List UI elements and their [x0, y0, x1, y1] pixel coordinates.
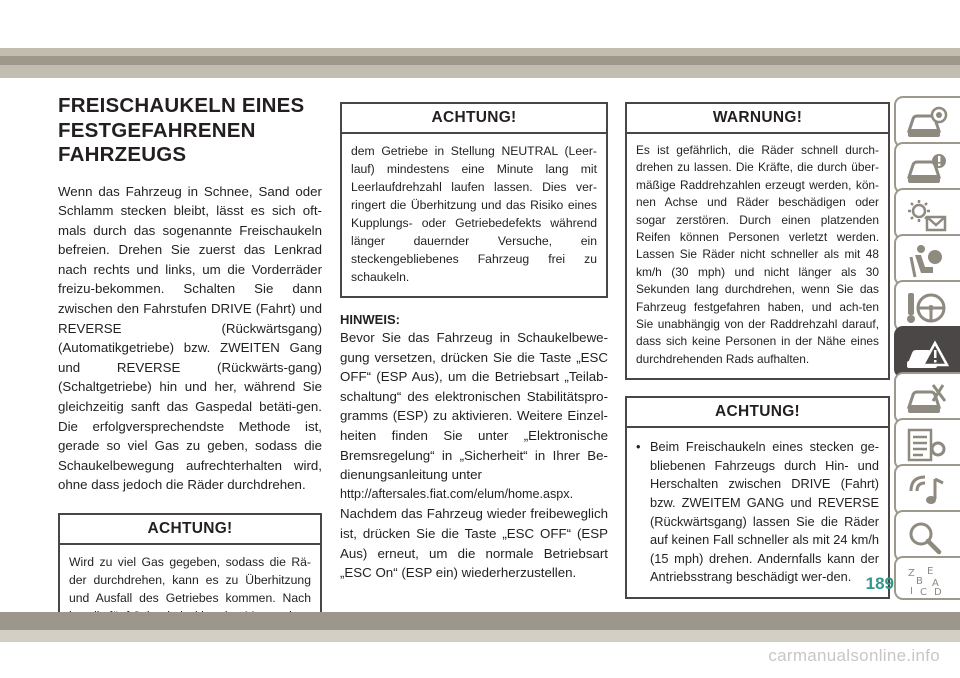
svg-text:A: A — [932, 578, 939, 589]
note-label: HINWEIS: — [340, 312, 400, 327]
manual-url-link[interactable]: http://aftersales.fiat.com/elum/home.aspx. — [340, 486, 574, 501]
side-tab-technical-specs[interactable] — [894, 418, 960, 470]
intro-paragraph: Wenn das Fahrzeug in Schnee, Sand oder Schlamm stecken bleibt, lässt es sich oft-mals durch das sogenannte Freischaukeln befreien. Drehen Sie zuerst das Lenkrad nach rechts und links, um die Vorderräder freizu-bekommen. Schalten Sie dann zwischen den Fahrstufen DRIVE (Fahrt) und REVERSE (Rückwärtsgang) (Automatikgetriebe) bzw. ZWEITEN Gang und REVERSE (Rückwärts-gang) (Schaltgetriebe) hin und her, während Sie gleichzeitig sanft das Gaspedal betäti-gen. Die erfolgversprechendste Methode ist, gerade so viel Gas zu geben, sodass die Schaukelbewegung aufrechterhalten wird, ohne dass jedoch die Räder durchdrehen. — [58, 183, 322, 493]
side-tab-starting-driving[interactable] — [894, 280, 960, 332]
side-tab-servicing[interactable] — [894, 372, 960, 424]
caution-bullet-item — [636, 438, 879, 587]
side-tab-car-info[interactable] — [894, 96, 960, 148]
note-text-continued: Nachdem das Fahrzeug wieder freibeweglich ist, drücken Sie die Taste „ESC OFF“ (ESP Aus) erneut, um die normale Betriebsart „ESC On“ (ESP ein) wiederherzustellen. — [340, 506, 608, 581]
caution-box-2-title: ACHTUNG! — [627, 398, 888, 428]
caution-box-continued-title: ACHTUNG! — [342, 104, 606, 134]
watermark: carmanualsonline.info — [768, 646, 940, 665]
side-tab-search[interactable] — [894, 510, 960, 562]
warning-box — [625, 102, 890, 380]
caution-box-text: Wird zu viel Gas gegeben, sodass die Rä-der durchdrehen, kann es zu Überhitzung und Ausfall des Getriebes kommen. Nach — [69, 555, 311, 605]
column-left — [58, 94, 322, 633]
svg-text:B: B — [916, 576, 923, 587]
search-index-icon — [905, 519, 949, 557]
header-band — [0, 48, 960, 78]
svg-text:I: I — [910, 586, 913, 597]
caution-box-continued-text: dem Getriebe in Stellung NEUTRAL (Leer-lauf) mindestens eine Minute lang mit Leerlaufdrehzahl laufen lassen. Dies ver-ringert die Überhitzung und das Risiko eines Kupplungs- oder Getriebedefekts während länger dauernder Versuche, ein steckengebliebenes Fahrzeug frei zu schaukeln. — [351, 144, 597, 284]
emergency-warning-car-icon — [905, 335, 949, 373]
footer-band — [0, 612, 960, 630]
side-tab-safety[interactable] — [894, 234, 960, 286]
svg-text:C: C — [920, 587, 927, 597]
alphabet-index-icon — [905, 565, 949, 597]
caution-box-continued — [340, 102, 608, 298]
airbag-seat-icon — [905, 243, 949, 281]
side-tab-index[interactable] — [894, 556, 960, 600]
svg-text:D: D — [934, 587, 942, 597]
steering-wheel-key-icon — [905, 289, 949, 327]
warning-box-title: WARNUNG! — [627, 104, 888, 134]
side-tab-in-case-of-emergency[interactable] — [894, 326, 960, 378]
svg-text:Z: Z — [908, 568, 915, 579]
page-number: 189 — [865, 574, 894, 593]
multimedia-music-icon — [905, 473, 949, 511]
svg-text:E: E — [927, 566, 934, 577]
dashboard-light-message-icon — [905, 197, 949, 235]
side-tab-multimedia[interactable] — [894, 464, 960, 516]
car-info-icon — [905, 105, 949, 143]
caution-box-2 — [625, 396, 890, 599]
caution-bullet-text: Beim Freischaukeln eines stecken ge-bliebenen Fahrzeugs durch Hin- und Herschalten zwischen DRIVE (Fahrt) bzw. ZWEITEM GANG und REVERSE (Rückwärtsgang) lassen Sie die Räder auf keinen Fall schneller als mit 24 km/h (15 mph) drehen. Andernfalls kann der Antriebsstrang beschädigt wer-den. — [650, 439, 879, 585]
maintenance-tools-icon — [905, 381, 949, 419]
specifications-list-icon — [905, 427, 949, 465]
side-tab-dashboard-lights[interactable] — [894, 188, 960, 240]
side-tab-car-alert[interactable] — [894, 142, 960, 194]
caution-box-title: ACHTUNG! — [60, 515, 320, 545]
section-heading: FREISCHAUKELN EINES FESTGEFAHRENEN FAHRZEUGS — [58, 94, 305, 166]
column-right — [625, 102, 890, 599]
car-alert-icon — [905, 151, 949, 189]
caution-box-2-body — [627, 428, 888, 597]
column-middle — [340, 102, 608, 583]
bullet-marker: • — [636, 439, 641, 455]
warning-box-text: Es ist gefährlich, die Räder schnell durch-drehen zu lassen. Die Kräfte, die durch über-mäßige Raddrehzahlen erzeugt werden, kön-nen Achse und Räder beschädigen oder sogar zerstören. Durch einen platzenden Reifen können Personen verletzt werden. Lassen Sie Räder nicht schneller als mit 48 km/h (30 mph) und nicht länger als 30 Sekunden lang durchdrehen, wenn Sie das Fahrzeug festgefahren haben, und ach-ten Sie unabhängig von der Raddrehzahl darauf, dass sich keine Personen in der Nähe eines durchdrehenden Rads aufhalten. — [636, 143, 879, 366]
note-text: Bevor Sie das Fahrzeug in Schaukelbewe-gung versetzen, drücken Sie die Taste „ESC OFF“ (ESP Aus), um die Betriebsart „Teilab-schaltung“ des elektronischen Stabilitätspro-gramms (ESP) zu aktivieren. Weitere Einzel-heiten finden Sie unter „Elektronische Bremsregelung“ in „Sicherheit“ in Ihrer Be-dienungsanleitung unter — [340, 330, 608, 483]
